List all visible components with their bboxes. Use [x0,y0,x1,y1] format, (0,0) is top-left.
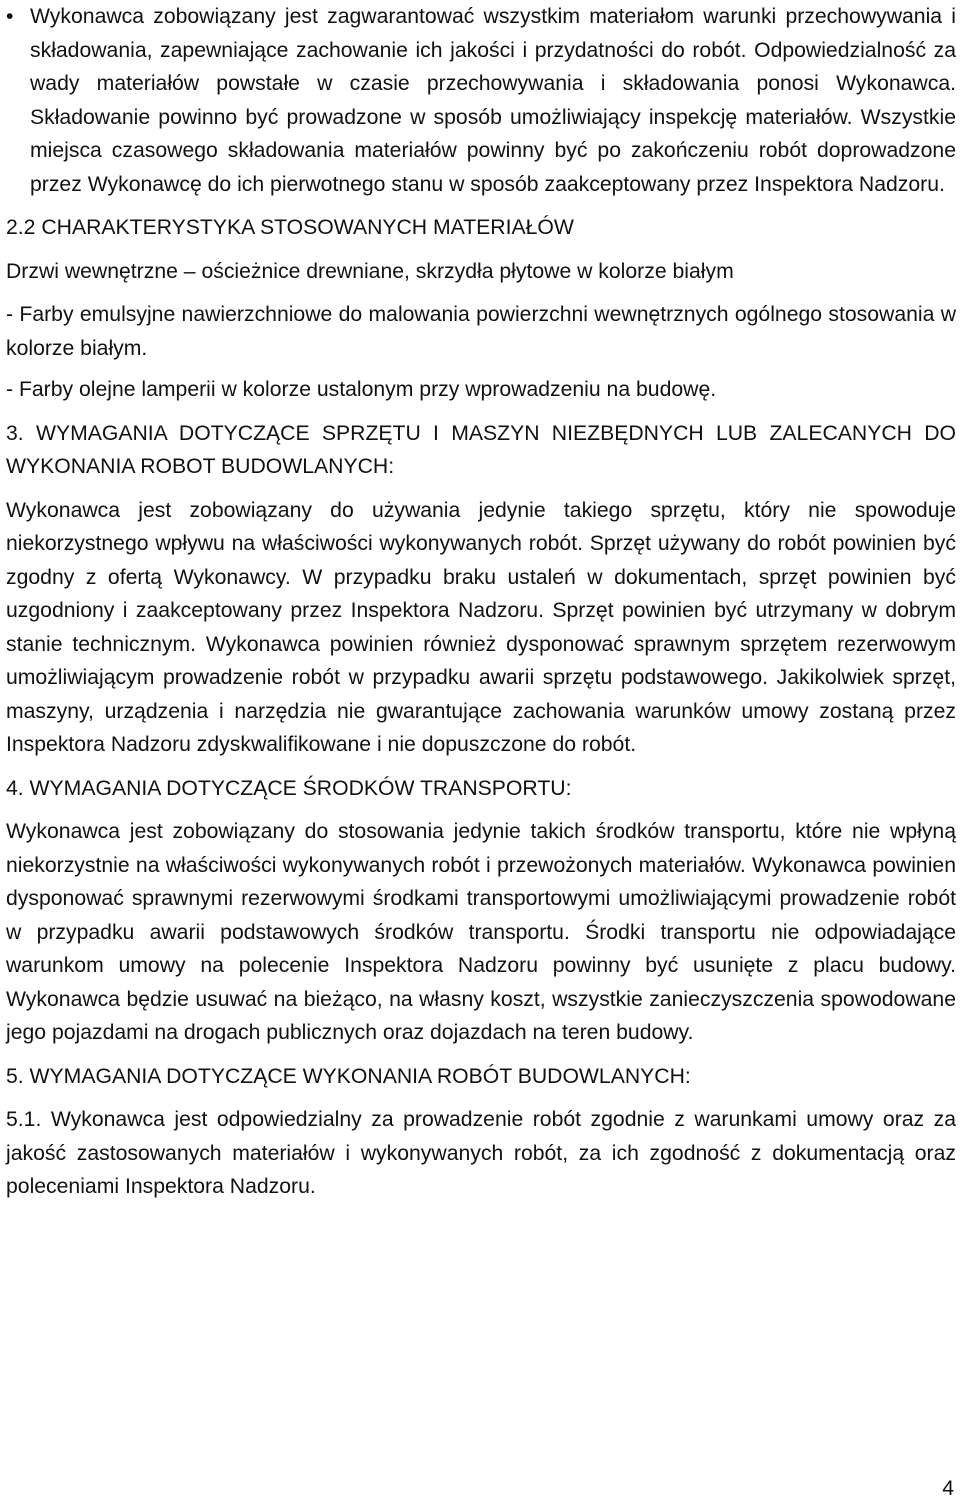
section-3-paragraph: Wykonawca jest zobowiązany do używania jedynie takiego sprzętu, który nie spowoduje niekorzystnego wpływu na właściwości wykonywanych robót. Sprzęt używany do robót powinien być zgodny z ofertą Wykonawcy. W przypadku braku ustaleń w dokumentach, sprzęt powinien być uzgodniony i zaakceptowany przez Inspektora Nadzoru. Sprzęt powinien być utrzymany w dobrym stanie technicznym. Wykonawca powinien również dysponować sprawnym sprzętem rezerwowym umożliwiającym prowadzenie robót w przypadku awarii sprzętu podstawowego. Jakikolwiek sprzęt, maszyny, urządzenia i narzędzia nie gwarantujące zachowania warunków umowy zostaną przez Inspektora Nadzoru zdyskwalifikowane i nie dopuszczone do robót. [6,498,956,756]
bullet-glyph: • [6,5,14,28]
section-heading-5: 5. WYMAGANIA DOTYCZĄCE WYKONANIA ROBÓT BUDOWLANYCH: [6,1064,691,1088]
section-heading-2-2: 2.2 CHARAKTERYSTYKA STOSOWANYCH MATERIAŁÓW [6,216,574,239]
page-number: 4 [942,1477,954,1500]
paint-oil-item: - Farby olejne lamperii w kolorze ustalonym przy wprowadzeniu na budowę. [6,378,717,401]
bullet-paragraph: Wykonawca zobowiązany jest zagwarantować wszystkim materiałom warunki przechowywania i składowania, zapewniające zachowanie ich jakości i przydatności do robót. Odpowiedzialność za wady materiałów powstałe w czasie przechowywania i składowania ponosi Wykonawca. Składowanie powinno być prowadzone w sposób umożliwiający inspekcję materiałów. Wszystkie miejsca czasowego składowania materiałów powinny być po zakończeniu robót doprowadzone przez Wykonawcę do ich pierwotnego stanu w sposób zaakceptowany przez Inspektora Nadzoru. [30,5,956,196]
section-5-1-paragraph: 5.1. Wykonawca jest odpowiedzialny za prowadzenie robót zgodnie z warunkami umowy oraz za jakość zastosowanych materiałów i wykonywanych robót, za ich zgodność z dokumentacją oraz poleceniami Inspektora Nadzoru. [6,1108,956,1198]
bullet-list-item [6,0,956,201]
doors-material-line: Drzwi wewnętrzne – ościeżnice drewniane, skrzydła płytowe w kolorze białym [6,259,734,283]
document-page [6,0,956,1204]
section-heading-4: 4. WYMAGANIA DOTYCZĄCE ŚRODKÓW TRANSPORTU: [6,776,572,800]
section-4-paragraph: Wykonawca jest zobowiązany do stosowania jedynie takich środków transportu, które nie wpłyną niekorzystnie na właściwości wykonywanych robót i przewożonych materiałów. Wykonawca powinien dysponować sprawnymi rezerwowymi środkami transportowymi umożliwiającymi prowadzenie robót w przypadku awarii podstawowych środków transportu. Środki transportu nie odpowiadające warunkom umowy na polecenie Inspektora Nadzoru powinny być usunięte z placu budowy. Wykonawca będzie usuwać na bieżąco, na własny koszt, wszystkie zanieczyszczenia spowodowane jego pojazdami na drogach publicznych oraz dojazdach na teren budowy. [6,820,956,1044]
paint-emulsion-item: - Farby emulsyjne nawierzchniowe do malowania powierzchni wewnętrznych ogólnego stosowania w kolorze białym. [6,303,956,360]
section-heading-3: 3. WYMAGANIA DOTYCZĄCE SPRZĘTU I MASZYN NIEZBĘDNYCH LUB ZALECANYCH DO WYKONANIA ROBOT BUDOWLANYCH: [6,421,956,478]
